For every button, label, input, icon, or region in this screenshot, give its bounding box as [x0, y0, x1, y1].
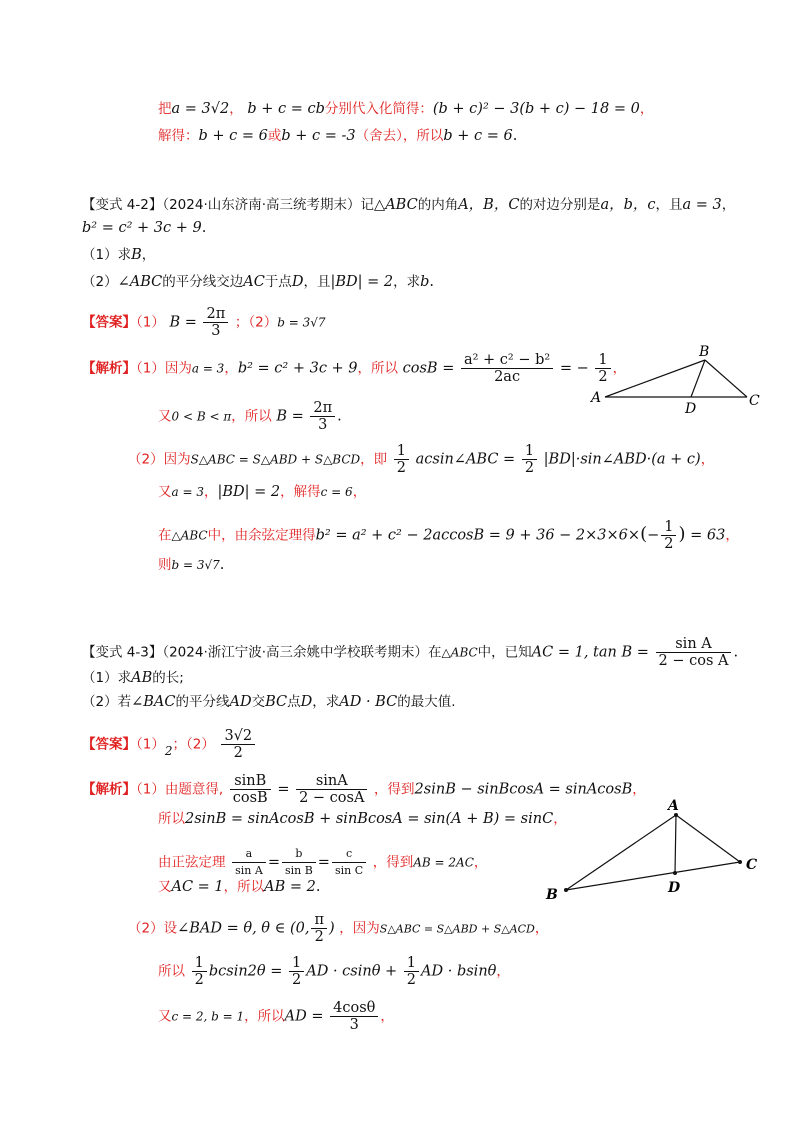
v43-figure: [540, 795, 765, 910]
v43-sol-7: 又c = 2, b = 1，所以AD = $\frac{4\cos\theta}{3}$ ，: [158, 1000, 394, 1033]
v43-sol-1: 【解析】（1）由题意得, $\frac{\sin B}{\cos B}$ = $\frac{\sin A}{2 - \cos A}$ ，得到2sinB − sinBcosA = sinAcosB，: [82, 773, 646, 806]
v42-edge-bc: [705, 360, 747, 397]
v42-label-a: A: [591, 390, 602, 406]
v43-question-2: （2）若∠BAC的平分线AD交BC点D，求AD · BC的最大值.: [82, 694, 456, 710]
v43-label-b: B: [546, 887, 558, 903]
v42-sol-3: （2）因为S△ABC = S△ABD + S△BCD，即 $\frac{1}{2}$ acsin∠ABC = $\frac{1}{2}$ |BD|·sin∠ABD·(a + c)，: [128, 443, 715, 476]
v42-label-b: B: [699, 344, 710, 360]
v42-label-d: D: [685, 401, 697, 417]
v43-answer: 【答案】$(1)_2$；（2） $\frac{3√2}{2}$: [82, 728, 257, 761]
v42-question-1: （1）求B，: [82, 247, 156, 263]
v43-label-d: D: [668, 880, 681, 896]
v43-point-c: [738, 860, 742, 864]
v43-edge-ac: [676, 815, 740, 862]
v43-question-1: （1）求AB的长;: [82, 670, 184, 686]
v43-bisector-ad: [675, 815, 676, 873]
top-line-2: 解得：b + c = 6或b + c = -3（舍去），所以b + c = 6.: [158, 128, 518, 144]
v43-label-c: C: [746, 857, 758, 873]
v42-sol-6: 则b = 3√7.: [158, 557, 225, 573]
v42-sol-2: 又0 < B < π，所以 B = $\frac{2\pi}{3}$ .: [158, 400, 342, 433]
v42-sol-4: 又a = 3，|BD| = 2，解得c = 6，: [158, 484, 367, 500]
v42-question-2: （2）∠ABC的平分线交边AC于点D，且|BD| = 2，求b.: [82, 274, 435, 290]
v43-problem: 【变式 4-3】（2024·浙江宁波·高三余姚中学校联考期末）在△ABC中，已知AC = 1, tan B = $\frac{\text{sin A}}{\text{2 − cos A}}$ .: [82, 636, 739, 669]
v42-edge-ab: [605, 360, 705, 397]
v43-point-b: [564, 888, 568, 892]
v43-edge-ab: [566, 815, 676, 890]
v43-sol-5: （2）设∠BAD = θ, θ ∈ (0, $\frac{\pi}{2}$ ) ，因为S△ABC = S△ABD + S△ACD，: [128, 912, 549, 945]
v42-problem-cont: b² = c² + 3c + 9.: [82, 220, 207, 236]
v43-point-d: [673, 871, 677, 875]
v43-sol-2: 所以2sinB = sinAcosB + sinBcosA = sin(A + B) = sinC，: [158, 811, 567, 827]
v42-bisector-bd: [691, 360, 705, 397]
v43-edge-bc: [566, 862, 740, 890]
v43-sol-3: 由正弦定理 $\frac{a}{\text{sin A}}$ = $\frac{b}{\text{sin B}}$ = $\frac{c}{\text{sin C}}$ ，得到AB = 2AC，: [158, 847, 488, 877]
v43-sol-6: 所以 $\frac{1}{2}$ bcsin2θ = $\frac{1}{2}$ AD · csinθ + $\frac{1}{2}$ AD · bsinθ，: [158, 955, 510, 988]
v42-label-c: C: [749, 393, 760, 409]
top-line-1: 把a = 3√2， b + c = cb分别代入化简得：(b + c)² − 3(b + c) − 18 = 0，: [158, 101, 654, 117]
v42-figure: [585, 340, 765, 420]
v42-problem: 【变式 4-2】（2024·山东济南·高三统考期末）记△ABC的内角A，B，C的对边分别是a，b，c，且a = 3，: [82, 197, 736, 213]
v42-sol-1: 【解析】（1）因为a = 3，b² = c² + 3c + 9，所以 cosB = $\frac{\text{a² + c² − b²}}{2ac}$ = − $\frac{1}{2}$ ，: [82, 352, 627, 385]
v43-label-a: A: [668, 798, 679, 814]
v43-sol-4: 又AC = 1，所以AB = 2.: [158, 879, 321, 895]
v42-answer: 【答案】（1） B = $\frac{2\pi}{3}$ ；（2）b = 3√7: [82, 306, 326, 339]
v42-sol-5: 在△ABC中，由余弦定理得b² = a² + c² − 2accosB = 9 + 36 − 2×3×6×(− $\frac{1}{2}$ ) = 63，: [158, 519, 739, 552]
